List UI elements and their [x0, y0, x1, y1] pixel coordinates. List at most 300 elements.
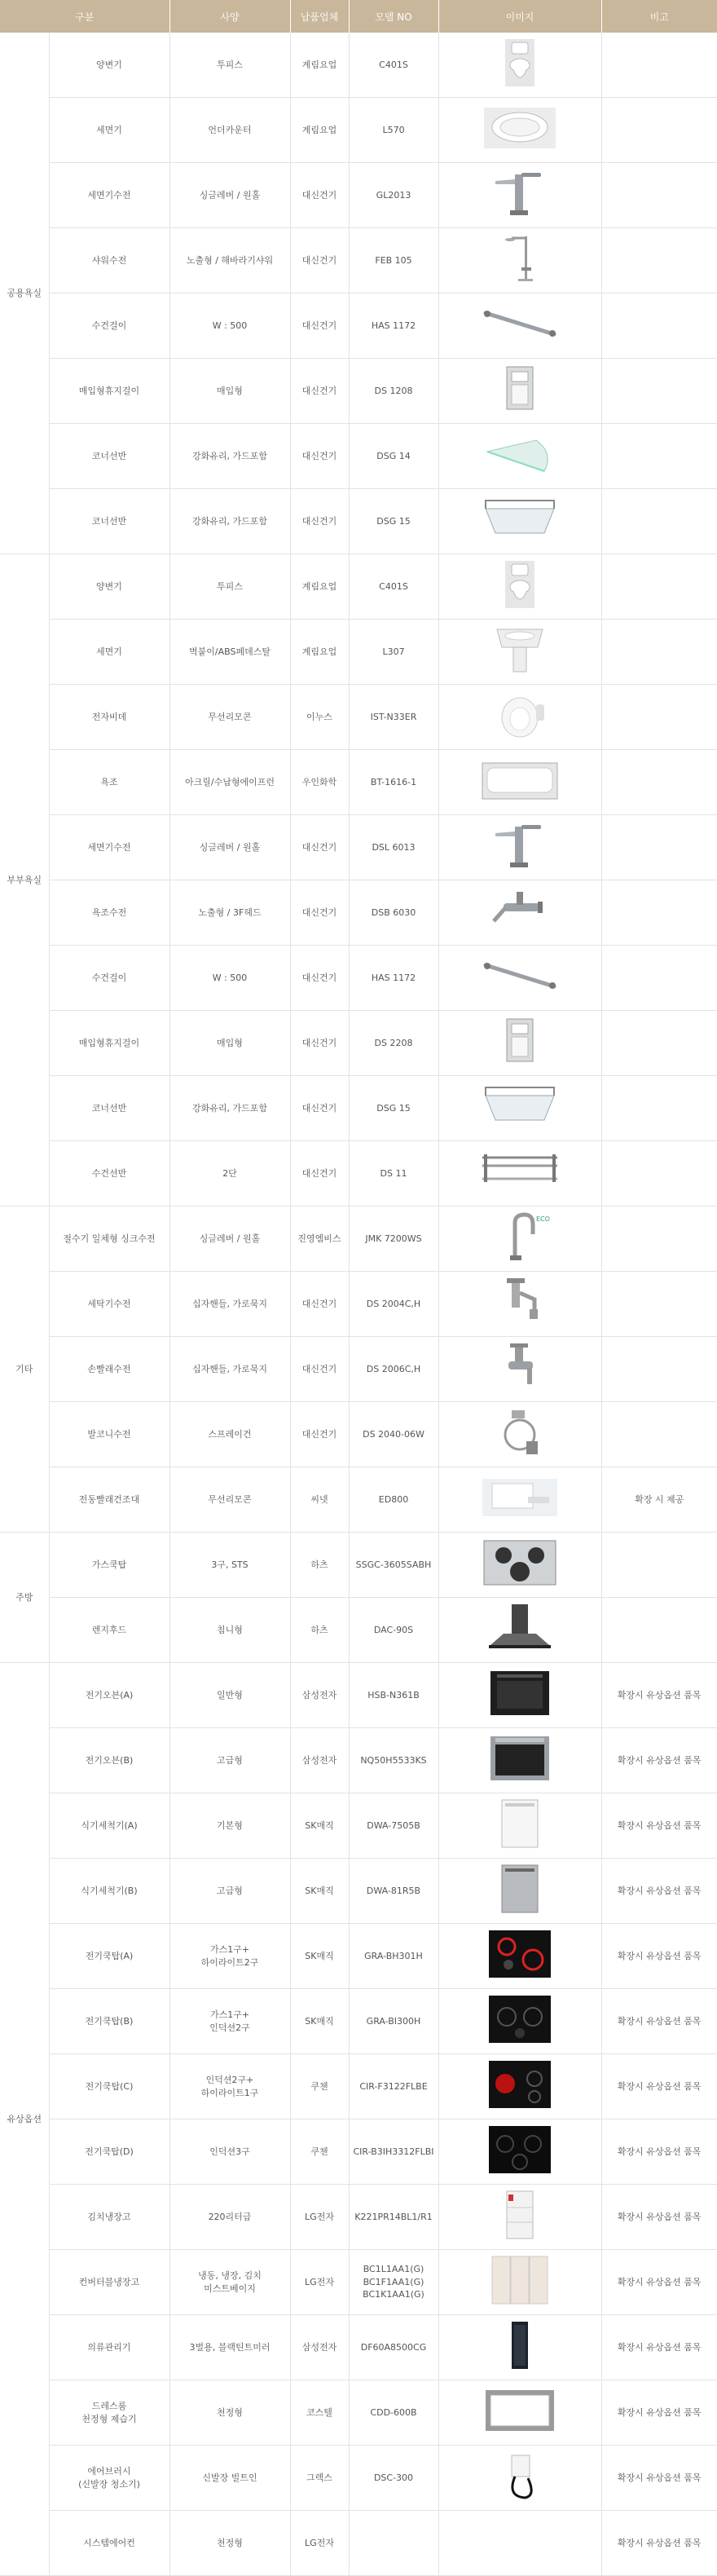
item-vendor: LG전자: [290, 2250, 349, 2315]
item-spec: 노출형 / 해바라기샤워: [169, 228, 290, 293]
item-spec: 2단: [169, 1141, 290, 1206]
item-model: DS 2006C,H: [349, 1337, 438, 1402]
table-row: [0, 815, 717, 880]
item-name: 매입형휴지걸이: [49, 1011, 169, 1076]
header-category: 구분: [0, 0, 169, 33]
item-name: 식기세척기(B): [49, 1859, 169, 1924]
item-name: 전기쿡탑(B): [49, 1989, 169, 2054]
item-note: 확장시 유상옵션 품목: [601, 2185, 717, 2250]
item-spec: 무선리모콘: [169, 685, 290, 750]
table-row: [0, 2119, 717, 2185]
item-image: [438, 2446, 601, 2511]
item-name: 전자비데: [49, 685, 169, 750]
item-vendor: 대신건기: [290, 228, 349, 293]
towel-bar-icon: [479, 298, 561, 349]
item-spec: 고급형: [169, 1859, 290, 1924]
table-row: [0, 1402, 717, 1467]
item-image: [438, 1989, 601, 2054]
item-name: 전기쿡탑(D): [49, 2119, 169, 2185]
item-vendor: 대신건기: [290, 815, 349, 880]
item-model: CDD-600B: [349, 2380, 438, 2446]
oven-icon: [479, 1668, 561, 1718]
oven-steel-icon: [479, 1733, 561, 1784]
item-model: L307: [349, 620, 438, 685]
item-vendor: 대신건기: [290, 1141, 349, 1206]
item-vendor: 하츠: [290, 1598, 349, 1663]
item-image: [438, 1793, 601, 1859]
item-spec: 벽붙이/ABS페데스탈: [169, 620, 290, 685]
item-image: [438, 2380, 601, 2446]
table-row: [0, 33, 717, 98]
item-spec: 일반형: [169, 1663, 290, 1728]
ceiling-dehumidifier-icon: [479, 2385, 561, 2436]
item-note: 확장시 유상옵션 품목: [601, 1924, 717, 1989]
item-vendor: 삼성전자: [290, 1728, 349, 1793]
item-image: [438, 620, 601, 685]
item-image: [438, 1467, 601, 1533]
basin-faucet-icon: [479, 168, 561, 218]
item-vendor: 그렉스: [290, 2446, 349, 2511]
item-image: [438, 2250, 601, 2315]
item-vendor: 대신건기: [290, 946, 349, 1011]
item-image: [438, 1859, 601, 1924]
item-image: [438, 1533, 601, 1598]
item-image: [438, 2185, 601, 2250]
towel-bar-icon: [479, 951, 561, 1001]
item-note: [601, 1402, 717, 1467]
table-row: [0, 1598, 717, 1663]
item-name: 전동빨래건조대: [49, 1467, 169, 1533]
item-spec: 노출형 / 3F헤드: [169, 880, 290, 946]
item-vendor: 삼성전자: [290, 2315, 349, 2380]
item-image: [438, 1272, 601, 1337]
item-name: 전기쿡탑(A): [49, 1924, 169, 1989]
item-note: [601, 1598, 717, 1663]
table-row: [0, 620, 717, 685]
item-spec: 인덕션2구+ 하이라이트1구: [169, 2054, 290, 2119]
table-row: [0, 1859, 717, 1924]
drying-rack-icon: [479, 1472, 561, 1523]
dishwasher-steel-icon: [479, 1864, 561, 1914]
item-image: [438, 1337, 601, 1402]
item-vendor: 대신건기: [290, 1337, 349, 1402]
item-spec: 인덕션3구: [169, 2119, 290, 2185]
item-model: DWA-81R5B: [349, 1859, 438, 1924]
kimchi-fridge-icon: [479, 2190, 561, 2240]
item-model: DSG 14: [349, 424, 438, 489]
item-spec: 냉동, 냉장, 김치 미스트베이지: [169, 2250, 290, 2315]
item-spec: 십자핸들, 가로묵지: [169, 1272, 290, 1337]
item-spec: 십자핸들, 가로묵지: [169, 1337, 290, 1402]
item-image: [438, 489, 601, 554]
item-model: CIR-B3IH3312FLBI: [349, 2119, 438, 2185]
item-name: 손빨래수전: [49, 1337, 169, 1402]
item-name: 의류관리기: [49, 2315, 169, 2380]
item-spec: W : 500: [169, 293, 290, 359]
item-name: 전기오븐(B): [49, 1728, 169, 1793]
item-spec: 천정형: [169, 2511, 290, 2576]
rain-shower-icon: [479, 233, 561, 284]
table-row: [0, 359, 717, 424]
gas-cooktop-icon: [479, 1537, 561, 1588]
item-vendor: 우인화학: [290, 750, 349, 815]
item-note: [601, 554, 717, 620]
table-row: [0, 1337, 717, 1402]
item-name: 식기세척기(A): [49, 1793, 169, 1859]
item-spec: 스프레이건: [169, 1402, 290, 1467]
item-image: [438, 1141, 601, 1206]
item-note: 확장 시 제공: [601, 1467, 717, 1533]
item-image: [438, 2054, 601, 2119]
table-row: [0, 750, 717, 815]
item-model: DSL 6013: [349, 815, 438, 880]
item-note: 확장시 유상옵션 품목: [601, 1793, 717, 1859]
item-model: DS 11: [349, 1141, 438, 1206]
item-name: 시스템에어컨: [49, 2511, 169, 2576]
item-spec: 3구, STS: [169, 1533, 290, 1598]
item-name: 렌지후드: [49, 1598, 169, 1663]
item-model: DF60A8500CG: [349, 2315, 438, 2380]
item-vendor: 삼성전자: [290, 1663, 349, 1728]
item-image: [438, 424, 601, 489]
table-row: [0, 1467, 717, 1533]
item-vendor: 대신건기: [290, 880, 349, 946]
item-image: [438, 1402, 601, 1467]
item-note: [601, 98, 717, 163]
item-model: HAS 1172: [349, 293, 438, 359]
item-note: [601, 1337, 717, 1402]
item-spec: 싱글레버 / 원홀: [169, 815, 290, 880]
table-row: [0, 1728, 717, 1793]
dishwasher-icon: [479, 1798, 561, 1849]
item-vendor: 대신건기: [290, 1011, 349, 1076]
item-spec: 언더카운터: [169, 98, 290, 163]
group-label: 기타: [0, 1206, 49, 1533]
item-name: 컨버터블냉장고: [49, 2250, 169, 2315]
item-image: [438, 2511, 601, 2576]
table-body: [0, 33, 717, 2576]
item-note: [601, 815, 717, 880]
item-image: [438, 2119, 601, 2185]
item-name: 세탁기수전: [49, 1272, 169, 1337]
item-image: [438, 33, 601, 98]
item-model: GRA-BH301H: [349, 1924, 438, 1989]
item-name: 세면기: [49, 98, 169, 163]
table-row: [0, 1076, 717, 1141]
item-name: 절수기 일체형 싱크수전: [49, 1206, 169, 1272]
item-image: [438, 1598, 601, 1663]
highlight-cooktop-icon: [479, 2059, 561, 2110]
item-name: 세면기수전: [49, 163, 169, 228]
item-spec: 강화유리, 가드포함: [169, 1076, 290, 1141]
item-model: JMK 7200WS: [349, 1206, 438, 1272]
pedestal-basin-icon: [479, 624, 561, 675]
item-model: BT-1616-1: [349, 750, 438, 815]
item-vendor: SK매직: [290, 1793, 349, 1859]
item-image: [438, 1076, 601, 1141]
item-image: [438, 163, 601, 228]
item-image: [438, 293, 601, 359]
table-row: [0, 98, 717, 163]
item-image: [438, 98, 601, 163]
recessed-paper-holder-icon: [479, 1016, 561, 1066]
item-spec: W : 500: [169, 946, 290, 1011]
item-note: 확장시 유상옵션 품목: [601, 2380, 717, 2446]
item-name: 수건걸이: [49, 293, 169, 359]
item-note: 확장시 유상옵션 품목: [601, 2315, 717, 2380]
item-vendor: SK매직: [290, 1924, 349, 1989]
table-row: [0, 1924, 717, 1989]
item-note: [601, 33, 717, 98]
item-note: [601, 1141, 717, 1206]
recessed-paper-holder-icon: [479, 364, 561, 414]
item-model: GRA-BI300H: [349, 1989, 438, 2054]
toilet-icon: [479, 37, 561, 88]
item-vendor: 계림요업: [290, 554, 349, 620]
hybrid-cooktop-icon: [479, 1929, 561, 1979]
clothes-care-icon: [479, 2320, 561, 2371]
item-note: 확장시 유상옵션 품목: [601, 2511, 717, 2576]
table-row: [0, 1793, 717, 1859]
item-note: [601, 1206, 717, 1272]
item-vendor: 대신건기: [290, 293, 349, 359]
item-image: [438, 1663, 601, 1728]
item-name: 세면기: [49, 620, 169, 685]
handwash-tap-icon: [479, 1342, 561, 1392]
item-image: [438, 1728, 601, 1793]
bath-faucet-icon: [479, 885, 561, 936]
item-model: DSG 15: [349, 489, 438, 554]
undercounter-basin-icon: [479, 103, 561, 153]
table-row: [0, 489, 717, 554]
item-name: 샤워수전: [49, 228, 169, 293]
item-name: 욕조: [49, 750, 169, 815]
table-row: [0, 228, 717, 293]
item-note: 확장시 유상옵션 품목: [601, 1989, 717, 2054]
item-name: 에어브러시 (신발장 청소기): [49, 2446, 169, 2511]
table-row: [0, 293, 717, 359]
item-note: [601, 1272, 717, 1337]
header-model: 모델 NO: [349, 0, 438, 33]
svg-text:ECO: ECO: [536, 1215, 550, 1224]
item-name: 가스쿡탑: [49, 1533, 169, 1598]
bidet-icon: [479, 690, 561, 740]
item-model: SSGC-3605SABH: [349, 1533, 438, 1598]
item-vendor: SK매직: [290, 1859, 349, 1924]
group-label: 부부욕실: [0, 554, 49, 1206]
table-row: [0, 1011, 717, 1076]
item-image: [438, 1206, 601, 1272]
item-spec: 기본형: [169, 1793, 290, 1859]
convertible-fridge-icon: [479, 2255, 561, 2305]
item-note: [601, 946, 717, 1011]
item-note: 확장시 유상옵션 품목: [601, 2054, 717, 2119]
item-image: [438, 1924, 601, 1989]
table-row: [0, 163, 717, 228]
item-model: DSB 6030: [349, 880, 438, 946]
item-spec: 침니형: [169, 1598, 290, 1663]
item-spec: 고급형: [169, 1728, 290, 1793]
item-name: 세면기수전: [49, 815, 169, 880]
item-model: DSC-300: [349, 2446, 438, 2511]
item-vendor: 쿠첸: [290, 2119, 349, 2185]
item-note: 확장시 유상옵션 품목: [601, 1663, 717, 1728]
item-model: DSG 15: [349, 1076, 438, 1141]
item-note: [601, 228, 717, 293]
spray-gun-icon: [479, 1407, 561, 1458]
table-row: [0, 880, 717, 946]
item-model: HAS 1172: [349, 946, 438, 1011]
item-vendor: 씨넷: [290, 1467, 349, 1533]
item-model: IST-N33ER: [349, 685, 438, 750]
item-vendor: 계림요업: [290, 33, 349, 98]
item-vendor: 대신건기: [290, 424, 349, 489]
item-image: [438, 2315, 601, 2380]
item-note: 확장시 유상옵션 품목: [601, 2250, 717, 2315]
item-model: DS 1208: [349, 359, 438, 424]
item-model: L570: [349, 98, 438, 163]
item-model: GL2013: [349, 163, 438, 228]
item-vendor: 대신건기: [290, 359, 349, 424]
item-note: [601, 359, 717, 424]
group-label: 유상옵션: [0, 1663, 49, 2576]
item-spec: 강화유리, 가드포함: [169, 489, 290, 554]
item-vendor: LG전자: [290, 2511, 349, 2576]
item-note: [601, 293, 717, 359]
item-image: [438, 359, 601, 424]
item-name: 양변기: [49, 554, 169, 620]
item-image: [438, 228, 601, 293]
towel-shelf-icon: [479, 1146, 561, 1197]
item-name: 발코니수전: [49, 1402, 169, 1467]
item-spec: 매입형: [169, 1011, 290, 1076]
item-note: [601, 685, 717, 750]
table-row: [0, 685, 717, 750]
guard-shelf-icon: [479, 1081, 561, 1131]
table-row: [0, 2511, 717, 2576]
item-name: 전기쿡탑(C): [49, 2054, 169, 2119]
item-spec: 강화유리, 가드포함: [169, 424, 290, 489]
item-model: ED800: [349, 1467, 438, 1533]
corner-shelf-icon: [479, 429, 561, 479]
induction3-cooktop-icon: [479, 2124, 561, 2175]
header-spec: 사양: [169, 0, 290, 33]
item-vendor: 진영엠비스: [290, 1206, 349, 1272]
item-vendor: SK매직: [290, 1989, 349, 2054]
item-image: [438, 685, 601, 750]
item-name: 코너선반: [49, 424, 169, 489]
item-note: [601, 163, 717, 228]
item-model: BC1L1AA1(G) BC1F1AA1(G) BC1K1AA1(G): [349, 2250, 438, 2315]
item-vendor: LG전자: [290, 2185, 349, 2250]
table-row: [0, 2315, 717, 2380]
table-row: [0, 1663, 717, 1728]
table-row: [0, 1272, 717, 1337]
item-image: [438, 750, 601, 815]
bathtub-icon: [479, 755, 561, 805]
item-name: 드레스룸 천정형 제습기: [49, 2380, 169, 2446]
item-name: 전기오븐(A): [49, 1663, 169, 1728]
item-note: [601, 750, 717, 815]
item-note: [601, 489, 717, 554]
item-note: 확장시 유상옵션 품목: [601, 2119, 717, 2185]
item-model: DS 2040-06W: [349, 1402, 438, 1467]
item-model: CIR-F3122FLBE: [349, 2054, 438, 2119]
sink-faucet-icon: [479, 1211, 561, 1262]
item-vendor: 대신건기: [290, 489, 349, 554]
table-row: [0, 1206, 717, 1272]
item-name: 수건걸이: [49, 946, 169, 1011]
table-row: [0, 554, 717, 620]
range-hood-icon: [479, 1603, 561, 1653]
item-spec: 싱글레버 / 원홀: [169, 163, 290, 228]
item-vendor: 대신건기: [290, 1272, 349, 1337]
guard-shelf-icon: [479, 494, 561, 545]
item-note: [601, 880, 717, 946]
item-vendor: 대신건기: [290, 163, 349, 228]
item-image: [438, 554, 601, 620]
item-image: [438, 815, 601, 880]
table-row: [0, 2054, 717, 2119]
header-note: 비고: [601, 0, 717, 33]
item-spec: 투피스: [169, 33, 290, 98]
table-row: [0, 2185, 717, 2250]
item-spec: 싱글레버 / 원홀: [169, 1206, 290, 1272]
item-vendor: 대신건기: [290, 1402, 349, 1467]
item-spec: 3벌용, 블랙틴트미러: [169, 2315, 290, 2380]
item-model: DS 2208: [349, 1011, 438, 1076]
item-image: [438, 1011, 601, 1076]
table-row: [0, 2250, 717, 2315]
table-row: [0, 2380, 717, 2446]
item-model: C401S: [349, 554, 438, 620]
item-note: [601, 424, 717, 489]
item-name: 코너선반: [49, 1076, 169, 1141]
item-model: DAC-90S: [349, 1598, 438, 1663]
item-note: 확장시 유상옵션 품목: [601, 1859, 717, 1924]
item-note: [601, 1011, 717, 1076]
table-row: [0, 1533, 717, 1598]
air-brush-icon: [479, 2450, 561, 2501]
table-row: [0, 946, 717, 1011]
basin-faucet-icon: [479, 820, 561, 871]
item-model: NQ50H5533KS: [349, 1728, 438, 1793]
item-spec: 무선리모콘: [169, 1467, 290, 1533]
item-vendor: 계림요업: [290, 620, 349, 685]
item-image: [438, 880, 601, 946]
item-model: K221PR14BL1/R1: [349, 2185, 438, 2250]
item-vendor: 대신건기: [290, 1076, 349, 1141]
item-spec: 가스1구+ 하이라이트2구: [169, 1924, 290, 1989]
item-name: 코너선반: [49, 489, 169, 554]
item-model: C401S: [349, 33, 438, 98]
item-note: 확장시 유상옵션 품목: [601, 2446, 717, 2511]
item-spec: 가스1구+ 인덕션2구: [169, 1989, 290, 2054]
item-spec: 아크릴/수납형에이프런: [169, 750, 290, 815]
item-note: [601, 1076, 717, 1141]
item-note: 확장시 유상옵션 품목: [601, 1728, 717, 1793]
item-spec: 투피스: [169, 554, 290, 620]
table-row: [0, 2446, 717, 2511]
item-model: DS 2004C,H: [349, 1272, 438, 1337]
group-label: 주방: [0, 1533, 49, 1663]
item-name: 매입형휴지걸이: [49, 359, 169, 424]
item-vendor: 코스텔: [290, 2380, 349, 2446]
item-name: 김치냉장고: [49, 2185, 169, 2250]
induction-cooktop-icon: [479, 1994, 561, 2044]
item-vendor: 쿠첸: [290, 2054, 349, 2119]
item-vendor: 이누스: [290, 685, 349, 750]
